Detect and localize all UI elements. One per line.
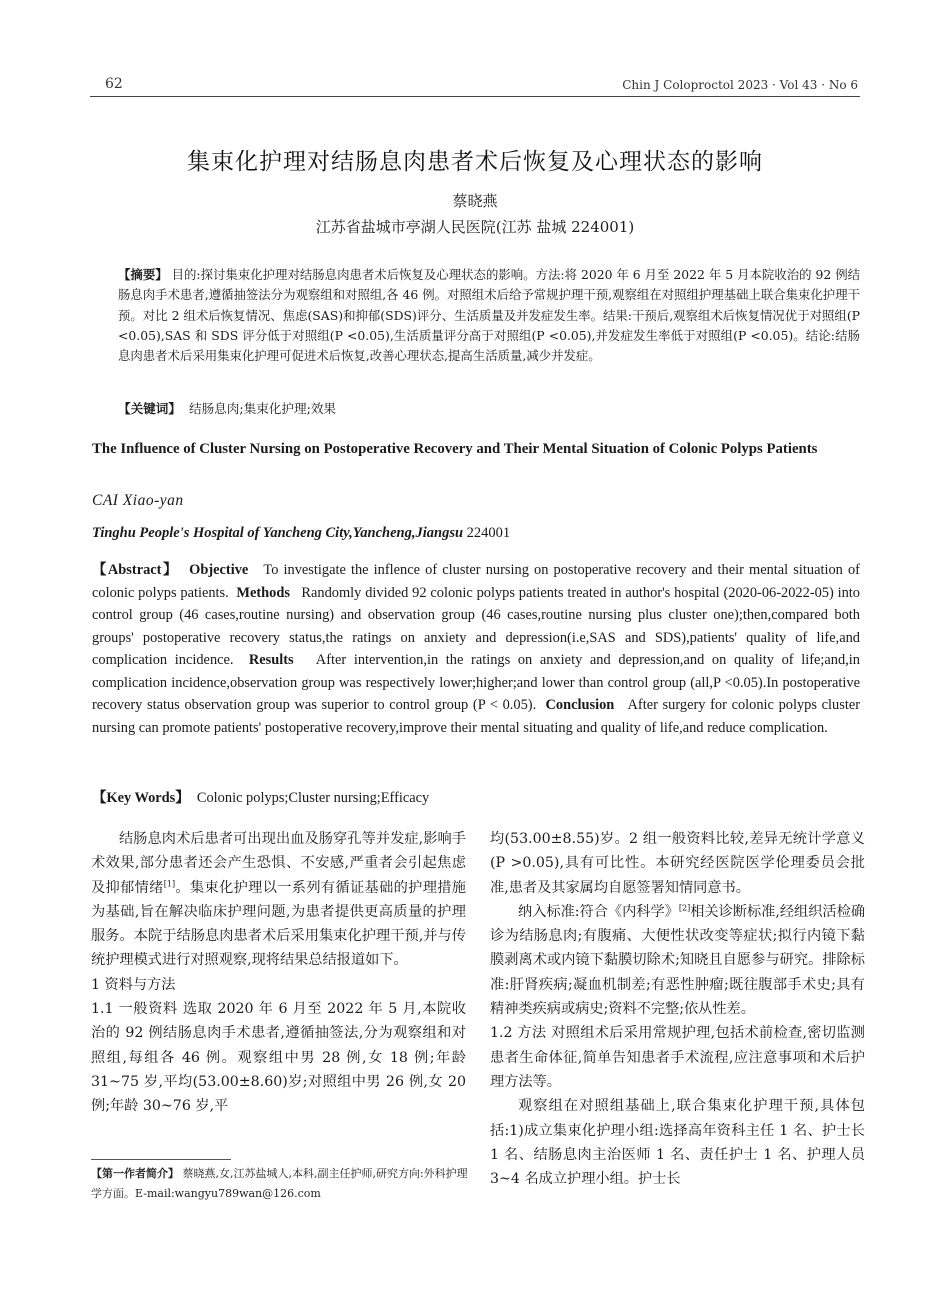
journal-header: Chin J Coloproctol 2023 · Vol 43 · No 6: [622, 78, 858, 92]
criteria-text-b: 相关诊断标准,经组织活检确诊为结肠息肉;有腹痛、大便性状改变等症状;拟行内镜下黏膜剥离术或内镜下黏膜切除术;知晓且自愿参与研究。排除标准:肝肾疾病;凝血机制差;有恶性肿瘤;既往腹部手术史;具有精神类疾病或病史;资料不完整;依从性差。: [490, 903, 866, 1018]
affiliation-en-name: Tinghu People's Hospital of Yancheng City,Yancheng,Jiangsu: [92, 525, 464, 541]
objective-label: Objective: [189, 562, 249, 578]
citation-2: [2]: [678, 903, 691, 913]
abstract-en: [92, 559, 860, 739]
keywords-cn-text: 结肠息肉;集束化护理;效果: [188, 401, 337, 416]
abstract-en-label: 【Abstract】: [92, 562, 179, 578]
keywords-cn-label: 【关键词】: [118, 401, 181, 416]
intro-text-a: 结肠息肉术后患者可出现出血及肠穿孔等并发症,影响手术效果,部分患者还会产生恐惧、不安感,严重者会引起焦虑及抑郁情绪: [91, 831, 466, 896]
observation-paragraph: 观察组在对照组基础上,联合集束化护理干预,具体包括:1)成立集束化护理小组:选择高年资科主任 1 名、护士长 1 名、结肠息肉主治医师 1 名、责任护士 1 名、护理人员 3~4 名成立护理小组。护士长: [490, 1098, 865, 1188]
keywords-en-text: Colonic polyps;Cluster nursing;Efficacy: [196, 790, 430, 806]
criteria-paragraph: [490, 900, 865, 1021]
results-text: After intervention,in the ratings on anxiety and depression,and on quality of life;and,in complication incidence,observation group was respectively lower;higher;and lower than control group (all,P <0.05).In postoperative recovery status observation group was superior to control group (P < 0.05).: [92, 652, 860, 713]
keywords-en: [92, 786, 429, 807]
article-title-en: The Influence of Cluster Nursing on Postoperative Recovery and Their Mental Situation of Colonic Polyps Patients: [92, 441, 818, 457]
affiliation-en-zip: 224001: [466, 525, 511, 541]
section-1-1: 1.1 一般资料 选取 2020 年 6 月至 2022 年 5 月,本院收治的 92 例结肠息肉手术患者,遵循抽签法,分为观察组和对照组,每组各 46 例。观察组中男 28 例,女 18 例;年龄 31~75 岁,平均(53.00±8.60)岁;对照组中男 26 例,女 20 例;年龄 30~76 岁,平: [91, 1001, 466, 1115]
body-column-right: [490, 827, 865, 1191]
footnote-label: 【第一作者简介】: [91, 1167, 179, 1180]
intro-paragraph: [91, 827, 466, 973]
conclusion-text: After surgery for colonic polyps cluster nursing can promote patients' postoperative recovery,improve their mental situating and quality of life,and reduce complication.: [92, 697, 861, 736]
page-number: 62: [105, 76, 123, 92]
author-en: CAI Xiao-yan: [92, 492, 184, 509]
criteria-text-a: 纳入标准:符合《内科学》: [518, 903, 679, 920]
section-heading-1: 1 资料与方法: [91, 976, 176, 993]
abstract-cn: [92, 265, 860, 366]
conclusion-label: Conclusion: [545, 697, 615, 713]
author-footnote: [91, 1164, 471, 1204]
abstract-cn-label: 【摘要】: [118, 267, 168, 282]
affiliation-cn: 江苏省盐城市亭湖人民医院(江苏 盐城 224001): [315, 218, 635, 236]
objective-text: To investigate the inflence of cluster nursing on postoperative recovery and their mental situation of colonic polyps patients.: [92, 562, 860, 601]
footnote-text: 蔡晓燕,女,江苏盐城人,本科,副主任护师,研究方向:外科护理学方面。E-mail:wangyu789wan@126.com: [91, 1167, 468, 1200]
intro-text-b: 。集束化护理以一系列有循证基础的护理措施为基础,旨在解决临床护理问题,为患者提供更高质量的护理服务。本院于结肠息肉患者术后采用集束化护理干预,并与传统护理模式进行对照观察,现将结果总结报道如下。: [91, 879, 466, 969]
keywords-en-label: 【Key Words】: [92, 790, 190, 806]
author-cn: 蔡晓燕: [452, 192, 498, 210]
results-label: Results: [248, 652, 294, 668]
body-column-left: [91, 827, 466, 1119]
continued-paragraph: 均(53.00±8.55)岁。2 组一般资料比较,差异无统计学意义(P >0.05),具有可比性。本研究经医院医学伦理委员会批准,患者及其家属均自愿签署知情同意书。: [490, 831, 865, 896]
footnote-rule: [91, 1159, 231, 1160]
citation-1: [1]: [163, 878, 176, 888]
header-rule: [90, 96, 860, 97]
affiliation-en: [92, 525, 510, 542]
article-title-cn: 集束化护理对结肠息肉患者术后恢复及心理状态的影响: [187, 149, 763, 175]
methods-label: Methods: [236, 584, 290, 601]
section-1-2: 1.2 方法 对照组术后采用常规护理,包括术前检查,密切监测患者生命体征,简单告知患者手术流程,应注意事项和术后护理方法等。: [490, 1025, 865, 1090]
abstract-cn-text: 目的:探讨集束化护理对结肠息肉患者术后恢复及心理状态的影响。方法:将 2020 年 6 月至 2022 年 5 月本院收治的 92 例结肠息肉手术患者,遵循抽签法分为观察组和对照组,各 46 例。对照组术后给予常规护理干预,观察组在对照组护理基础上联合集束化护理干预。对比 2 组术后恢复情况、焦虑(SAS)和抑郁(SDS)评分、生活质量及并发症发生率。结果:干预后,观察组术后恢复情况优于对照组(P <0.05),SAS 和 SDS 评分低于对照组(P <0.05),生活质量评分高于对照组(P <0.05),并发症发生率低于对照组(P <0.05)。结论:结肠息肉患者术后采用集束化护理可促进术后恢复,改善心理状态,提高生活质量,减少并发症。: [118, 267, 861, 364]
keywords-cn: [118, 398, 336, 417]
methods-text: Randomly divided 92 colonic polyps patients treated in author's hospital (2020-06-2022-05) into control group (46 cases,routine nursing) and observation group (46 cases,routine nursing plus cluster one);then,compared both groups' postoperative recovery status,the ratings on anxiety and depression(i.e,SAS and SDS),patients' quality of life,and complication incidence.: [92, 584, 860, 668]
